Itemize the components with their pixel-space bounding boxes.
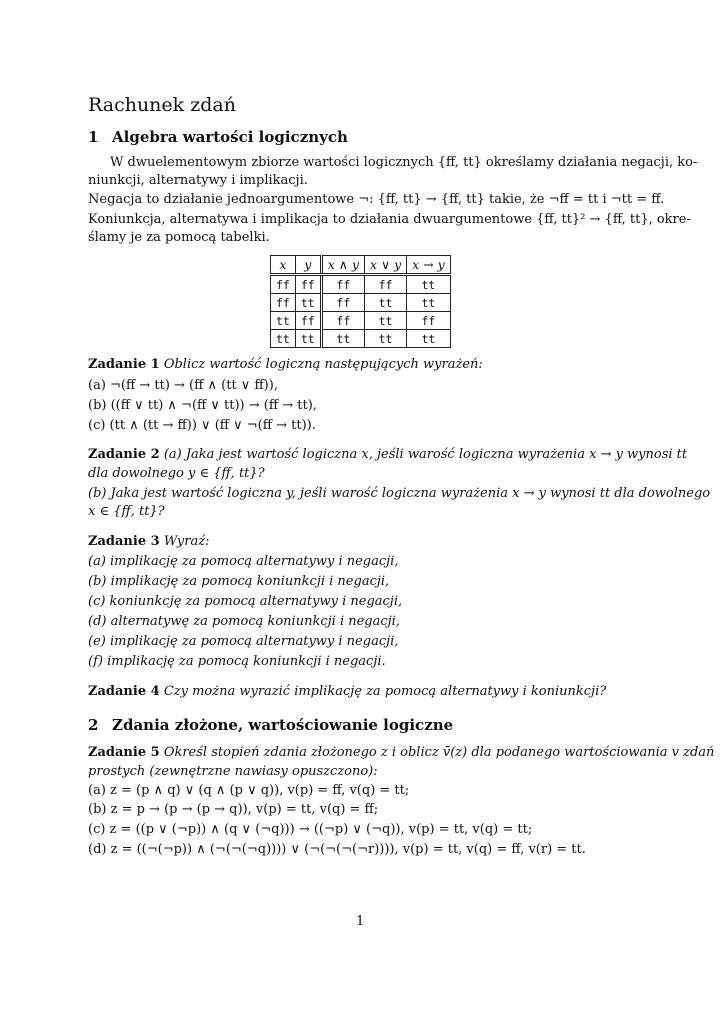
truth-table-cell: tt [407, 275, 451, 294]
exercise-4-text: Czy można wyrazić implikację za pomocą alternatywy i koniunkcji? [163, 684, 607, 699]
paragraph-3-line-1: Koniunkcja, alternatywa i implikacja to działania dwuargumentowe {ff, tt}² → {ff, tt}, okre- [88, 212, 691, 227]
exercise-2-heading [88, 445, 687, 465]
exercise-3-item-e: (e) implikację za pomocą alternatywy i negacji, [88, 634, 399, 649]
exercise-4-label: Zadanie 4 [88, 684, 160, 699]
page-number: 1 [356, 914, 365, 929]
exercise-5-item-b: (b) z = p → (p → (p → q)), v(p) = tt, v(q) = ff; [88, 802, 379, 817]
exercise-5-item-d: (d) z = ((¬(¬p)) ∧ (¬(¬(¬q)))) ∨ (¬(¬(¬(¬r)))), v(p) = tt, v(q) = ff, v(r) = tt. [88, 842, 586, 857]
exercise-2-label: Zadanie 2 [88, 447, 160, 462]
exercise-3-item-c: (c) koniunkcję za pomocą alternatywy i negacji, [88, 594, 403, 609]
exercise-5-text-line-1: Określ stopień zdania złożonego z i oblicz v̄(z) dla podanego wartościowania v zdań [163, 745, 715, 760]
truth-table-cell: tt [407, 330, 451, 348]
exercise-5-heading [88, 743, 714, 763]
exercise-3-item-a: (a) implikację za pomocą alternatywy i negacji, [88, 554, 399, 569]
truth-table-header: x ∧ y [321, 256, 364, 275]
truth-table-cell: tt [271, 312, 296, 330]
exercise-1-item-b: (b) ((ff ∨ tt) ∧ ¬(ff ∨ tt)) → (ff → tt), [88, 398, 317, 413]
truth-table-cell: ff [295, 275, 321, 294]
exercise-1-text: Oblicz wartość logiczną następujących wyrażeń: [163, 357, 483, 372]
exercise-3-label: Zadanie 3 [88, 534, 160, 549]
truth-table-row [271, 330, 451, 348]
exercise-3-item-b: (b) implikację za pomocą koniunkcji i negacji, [88, 574, 390, 589]
paragraph-2: Negacja to działanie jednoargumentowe ¬: {ff, tt} → {ff, tt} takie, że ¬ff = tt i ¬tt = ff. [88, 192, 665, 207]
section-1-number: 1 [88, 128, 99, 146]
section-1-title: Algebra wartości logicznych [112, 128, 348, 146]
exercise-3-item-f: (f) implikację za pomocą koniunkcji i negacji. [88, 654, 386, 669]
exercise-3-heading [88, 532, 209, 552]
exercise-5-item-c: (c) z = ((p ∨ (¬p)) ∧ (q ∨ (¬q))) → ((¬p) ∨ (¬q)), v(p) = tt, v(q) = tt; [88, 822, 533, 837]
truth-table-row [271, 275, 451, 294]
truth-table-cell: tt [364, 330, 406, 348]
section-2-title: Zdania złożone, wartościowanie logiczne [112, 716, 454, 734]
truth-table-header-row [271, 256, 451, 275]
paragraph-1-line-1: W dwuelementowym zbiorze wartości logicznych {ff, tt} określamy działania negacji, ko- [110, 155, 698, 170]
exercise-2-a-line-1: (a) Jaka jest wartość logiczna x, jeśli warość logiczna wyrażenia x → y wynosi tt [163, 447, 688, 462]
exercise-2-b-line-2: x ∈ {ff, tt}? [88, 504, 165, 519]
document-title: Rachunek zdań [88, 94, 236, 116]
truth-table-cell: tt [295, 330, 321, 348]
truth-table-cell: ff [321, 275, 364, 294]
exercise-1-item-a: (a) ¬(ff → tt) → (ff ∧ (tt ∨ ff)), [88, 378, 278, 393]
truth-table-header: x ∨ y [364, 256, 406, 275]
truth-table-cell: tt [295, 294, 321, 312]
exercise-2-b-line-1: (b) Jaka jest wartość logiczna y, jeśli warość logiczna wyrażenia x → y wynosi tt dla dowolnego [88, 486, 711, 501]
truth-table-cell: ff [295, 312, 321, 330]
exercise-3-text: Wyraź: [163, 534, 210, 549]
exercise-5-item-a: (a) z = (p ∧ q) ∨ (q ∧ (p ∨ q)), v(p) = ff, v(q) = tt; [88, 783, 410, 798]
exercise-1-label: Zadanie 1 [88, 357, 160, 372]
truth-table-cell: ff [364, 275, 406, 294]
exercise-4 [88, 682, 606, 702]
exercise-5-label: Zadanie 5 [88, 745, 160, 760]
truth-table-row [271, 294, 451, 312]
truth-table-cell: ff [271, 275, 296, 294]
truth-table-cell: tt [364, 294, 406, 312]
truth-table-cell: ff [321, 312, 364, 330]
section-1-heading [88, 128, 348, 146]
exercise-2-a-line-2: dla dowolnego y ∈ {ff, tt}? [88, 466, 265, 481]
exercise-1-heading [88, 355, 483, 375]
truth-table-header: x → y [407, 256, 451, 275]
exercise-5-text-line-2: prostych (zewnętrzne nawiasy opuszczono): [88, 764, 378, 779]
truth-table-row [271, 312, 451, 330]
paragraph-1-line-2: niunkcji, alternatywy i implikacji. [88, 173, 308, 188]
truth-table-cell: ff [271, 294, 296, 312]
truth-table-cell: ff [321, 294, 364, 312]
truth-table-cell: tt [321, 330, 364, 348]
truth-table [270, 255, 451, 348]
truth-table-cell: tt [271, 330, 296, 348]
exercise-3-item-d: (d) alternatywę za pomocą koniunkcji i negacji, [88, 614, 400, 629]
truth-table-header: x [271, 256, 296, 275]
truth-table-header: y [295, 256, 321, 275]
section-2-number: 2 [88, 716, 99, 734]
exercise-1-item-c: (c) (tt ∧ (tt → ff)) ∨ (ff ∨ ¬(ff → tt)). [88, 418, 316, 433]
paragraph-3-line-2: ślamy je za pomocą tabelki. [88, 230, 270, 245]
section-2-heading [88, 716, 453, 734]
truth-table-cell: tt [364, 312, 406, 330]
truth-table-cell: tt [407, 294, 451, 312]
truth-table-cell: ff [407, 312, 451, 330]
